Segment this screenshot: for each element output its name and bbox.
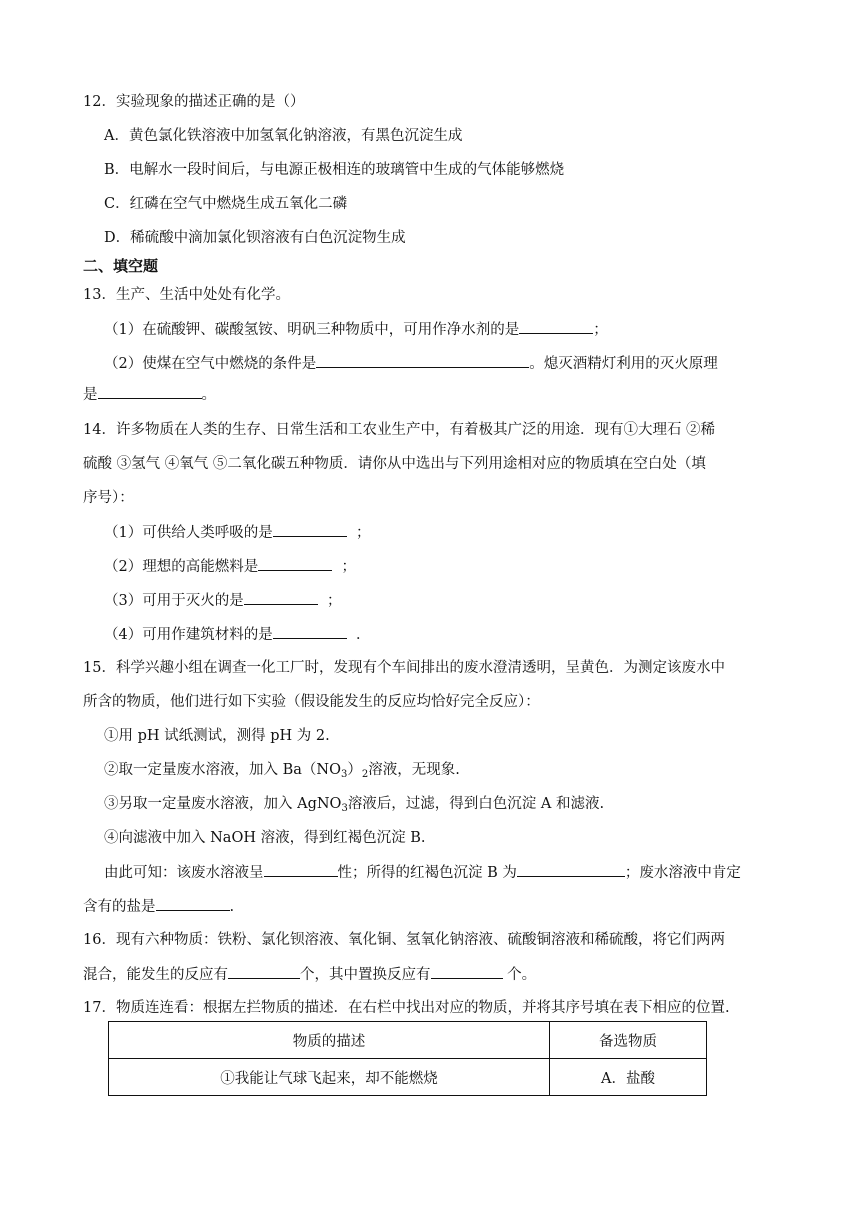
q15-conclusion-text4: 含有的盐是 <box>83 899 156 915</box>
q13-part1 <box>104 319 608 340</box>
subscript: 3 <box>340 769 348 780</box>
q14-line2: 硫酸 ③氢气 ④氧气 ⑤二氧化碳五种物质．请你从中选出与下列用途相对应的物质填在空白处（填 <box>83 456 706 472</box>
q16-text2: 个，其中置换反应有 <box>300 967 431 983</box>
q14-item-1 <box>104 522 370 543</box>
q15-step2-text3: 溶液，无现象. <box>368 762 460 778</box>
answer-blank[interactable] <box>273 522 347 537</box>
q15-conclusion-text2: 性；所得的红褐色沉淀 B 为 <box>337 865 517 881</box>
table-row <box>109 1059 707 1096</box>
q13-part2-text: （2）使煤在空气中燃烧的条件是 <box>104 356 317 372</box>
q12-stem: 12．实验现象的描述正确的是（） <box>83 94 305 110</box>
answer-blank[interactable] <box>264 862 338 877</box>
q13-part2 <box>104 353 718 374</box>
q15-step3-text2: 溶液后，过滤，得到白色沉淀 A 和滤液. <box>347 796 605 812</box>
table-cell: ①我能让气球飞起来，却不能燃烧 <box>109 1059 550 1096</box>
q13-part2-cont <box>83 384 216 405</box>
q12-option-b: B．电解水一段时间后，与电源正极相连的玻璃管中生成的气体能够燃烧 <box>104 162 565 178</box>
q14-item-4 <box>104 624 370 645</box>
q15-conclusion-text: 由此可知：该废水溶液呈 <box>104 865 264 881</box>
table-header: 备选物质 <box>550 1022 707 1059</box>
q14-line3: 序号）： <box>83 490 134 506</box>
table-header-row <box>109 1022 707 1059</box>
q16-text: 混合，能发生的反应有 <box>83 967 228 983</box>
table-header: 物质的描述 <box>109 1022 550 1059</box>
q13-part1-end: ； <box>593 322 608 338</box>
q15-conclusion-end: . <box>229 899 235 915</box>
q14-item-end: ； <box>326 593 342 609</box>
answer-blank[interactable] <box>156 896 230 911</box>
q15-step2-text: ②取一定量废水溶液，加入 Ba（NO <box>104 762 341 778</box>
q14-line1: 14．许多物质在人类的生存、日常生活和工农业生产中，有着极其广泛的用途．现有①大理石 ②稀 <box>83 422 716 438</box>
matching-table <box>108 1021 707 1096</box>
answer-blank[interactable] <box>517 862 625 877</box>
q15-step2 <box>104 760 460 780</box>
q15-conclusion-text3: ；废水溶液中肯定 <box>624 865 741 881</box>
q14-item-end: ； <box>341 559 356 575</box>
q14-item-end: ； <box>355 525 371 541</box>
q14-item-label: （2）理想的高能燃料是 <box>104 559 259 575</box>
q14-item-2 <box>104 556 356 577</box>
q15-line2: 所含的物质，他们进行如下实验（假设能发生的反应均恰好完全反应）： <box>83 694 540 710</box>
section-heading: 二、填空题 <box>83 257 159 275</box>
q14-item-label: （1）可供给人类呼吸的是 <box>104 525 273 541</box>
q15-line1: 15．科学兴趣小组在调查一化工厂时，发现有个车间排出的废水澄清透明，呈黄色．为测定该废水中 <box>83 660 725 676</box>
q14-item-label: （3）可用于灭火的是 <box>104 593 244 609</box>
answer-blank[interactable] <box>519 319 593 334</box>
answer-blank[interactable] <box>431 964 503 979</box>
q15-step3-text: ③另取一定量废水溶液，加入 AgNO <box>104 796 342 812</box>
q16-line1: 16．现有六种物质：铁粉、氯化钡溶液、氧化铜、氢氧化钠溶液、硫酸铜溶液和稀硫酸，将它们两两 <box>83 932 725 948</box>
q12-option-d: D．稀硫酸中滴加氯化钡溶液有白色沉淀物生成 <box>104 230 406 246</box>
subscript: 2 <box>361 769 369 780</box>
q12-option-a: A．黄色氯化铁溶液中加氢氧化钠溶液，有黑色沉淀生成 <box>104 128 463 144</box>
q16-end: 个。 <box>507 967 537 983</box>
answer-blank[interactable] <box>228 964 300 979</box>
subscript: 3 <box>341 803 348 814</box>
q15-step2-text2: ） <box>347 762 362 778</box>
q14-item-label: （4）可用作建筑材料的是 <box>104 627 273 643</box>
q13-part1-text: （1）在硫酸钾、碳酸氢铵、明矾三种物质中，可用作净水剂的是 <box>104 322 520 338</box>
answer-blank[interactable] <box>273 624 347 639</box>
answer-blank[interactable] <box>258 556 332 571</box>
q13-part2-text3: 是 <box>83 387 98 403</box>
q15-conclusion-2 <box>83 896 234 917</box>
table-cell: A．盐酸 <box>550 1059 707 1096</box>
q13-part2-end: 。 <box>201 387 216 403</box>
q14-item-3 <box>104 590 341 611</box>
q17-line1: 17．物质连连看：根据左拦物质的描述．在右栏中找出对应的物质，并将其序号填在表下相应的位置. <box>83 1000 730 1016</box>
q12-option-c: C．红磷在空气中燃烧生成五氧化二磷 <box>104 196 348 212</box>
q13-part2-text2: 。熄灭酒精灯利用的灭火原理 <box>529 356 718 372</box>
q13-stem: 13．生产、生活中处处有化学。 <box>83 287 290 303</box>
answer-blank[interactable] <box>316 353 529 368</box>
q15-step1: ①用 pH 试纸测试，测得 pH 为 2. <box>104 728 330 744</box>
q15-step4: ④向滤液中加入 NaOH 溶液，得到红褐色沉淀 B. <box>104 830 426 846</box>
answer-blank[interactable] <box>98 384 202 399</box>
q14-item-end: ． <box>355 627 371 643</box>
q15-conclusion-1 <box>104 862 741 883</box>
q16-line2 <box>83 964 536 985</box>
answer-blank[interactable] <box>244 590 318 605</box>
q15-step3 <box>104 794 604 814</box>
